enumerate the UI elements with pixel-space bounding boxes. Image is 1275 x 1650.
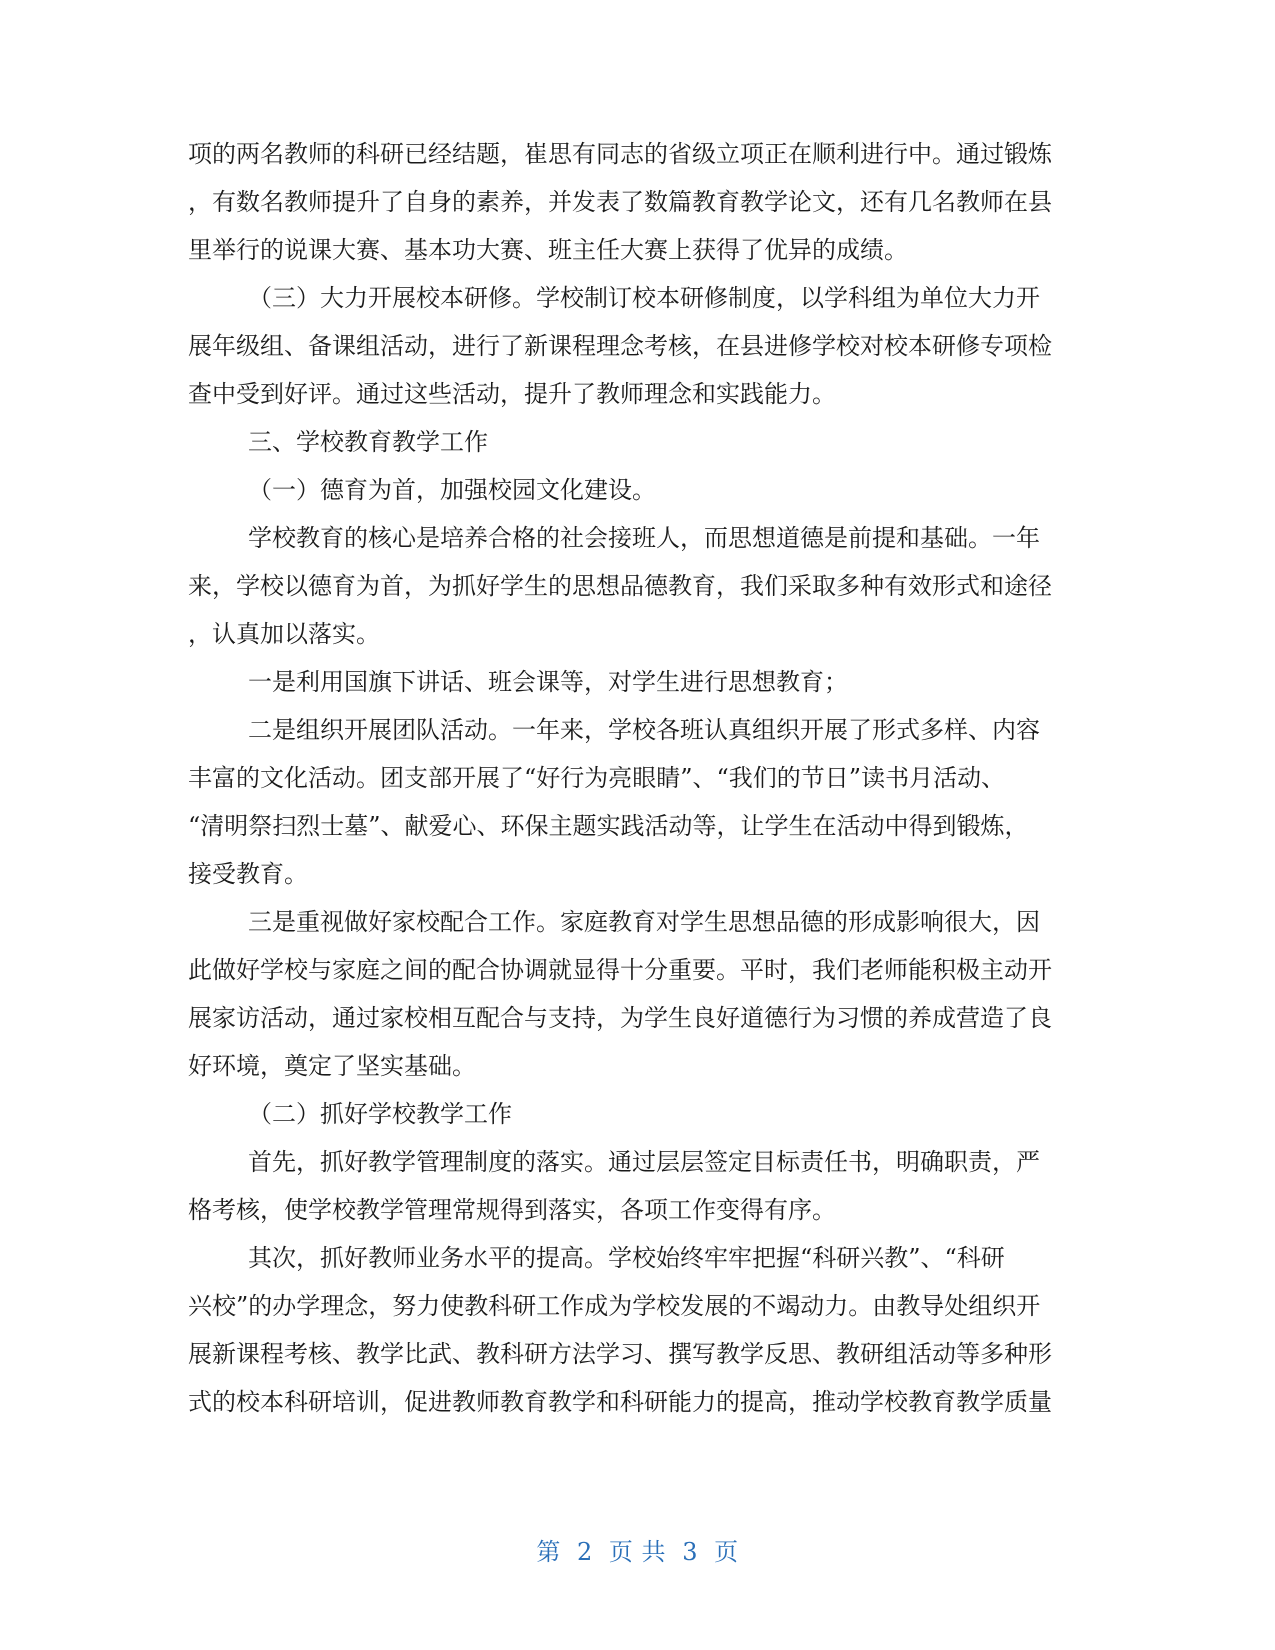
text-line: 兴校”的办学理念，努力使教科研工作成为学校发展的不竭动力。由教导处组织开 xyxy=(188,1292,1041,1320)
footer-suffix: 页 xyxy=(714,1538,739,1566)
text-line: 接受教育。 xyxy=(188,860,308,888)
subsection-heading: （二）抓好学校教学工作 xyxy=(248,1100,512,1128)
footer-prefix: 第 xyxy=(536,1538,561,1566)
text-line: 格考核，使学校教学管理常规得到落实，各项工作变得有序。 xyxy=(188,1196,836,1224)
text-line: 一是利用国旗下讲话、班会课等，对学生进行思想教育； xyxy=(248,668,848,696)
text-line: 项的两名教师的科研已经结题，崔思有同志的省级立项正在顺利进行中。通过锻炼 xyxy=(188,140,1052,168)
text-line: 丰富的文化活动。团支部开展了“好行为亮眼睛”、“我们的节日”读书月活动、 xyxy=(188,764,1006,792)
text-line: 式的校本科研培训，促进教师教育教学和科研能力的提高，推动学校教育教学质量 xyxy=(188,1388,1052,1416)
section-heading: 三、学校教育教学工作 xyxy=(248,428,488,456)
text-line: ，认真加以落实。 xyxy=(188,620,380,648)
text-line: 此做好学校与家庭之间的配合协调就显得十分重要。平时，我们老师能积极主动开 xyxy=(188,956,1052,984)
subsection-heading: （一）德育为首，加强校园文化建设。 xyxy=(248,476,656,504)
text-line: （三）大力开展校本研修。学校制订校本研修制度，以学科组为单位大力开 xyxy=(248,284,1040,312)
text-line: 首先，抓好教学管理制度的落实。通过层层签定目标责任书，明确职责，严 xyxy=(248,1148,1040,1176)
text-line: 展家访活动，通过家校相互配合与支持，为学生良好道德行为习惯的养成营造了良 xyxy=(188,1004,1052,1032)
current-page-number: 2 xyxy=(577,1538,593,1566)
text-line: 展新课程考核、教学比武、教科研方法学习、撰写教学反思、教研组活动等多种形 xyxy=(188,1340,1052,1368)
text-line: 学校教育的核心是培养合格的社会接班人，而思想道德是前提和基础。一年 xyxy=(248,524,1040,552)
document-body xyxy=(188,130,1088,1426)
text-line: ，有数名教师提升了自身的素养，并发表了数篇教育教学论文，还有几名教师在县 xyxy=(188,188,1052,216)
text-line: 查中受到好评。通过这些活动，提升了教师理念和实践能力。 xyxy=(188,380,836,408)
footer-middle: 页 共 xyxy=(608,1538,667,1566)
text-line: 里举行的说课大赛、基本功大赛、班主任大赛上获得了优异的成绩。 xyxy=(188,236,908,264)
text-line: 二是组织开展团队活动。一年来，学校各班认真组织开展了形式多样、内容 xyxy=(248,716,1040,744)
text-line: 三是重视做好家校配合工作。家庭教育对学生思想品德的形成影响很大，因 xyxy=(248,908,1040,936)
text-line: 好环境，奠定了坚实基础。 xyxy=(188,1052,476,1080)
page-footer xyxy=(0,1532,1275,1567)
total-page-number: 3 xyxy=(682,1538,698,1566)
text-line: “清明祭扫烈士墓”、献爱心、环保主题实践活动等，让学生在活动中得到锻炼， xyxy=(188,812,1029,840)
text-line: 展年级组、备课组活动，进行了新课程理念考核，在县进修学校对校本研修专项检 xyxy=(188,332,1052,360)
text-line: 来，学校以德育为首，为抓好学生的思想品德教育，我们采取多种有效形式和途径 xyxy=(188,572,1052,600)
text-line: 其次，抓好教师业务水平的提高。学校始终牢牢把握“科研兴教”、“科研 xyxy=(248,1244,1005,1272)
